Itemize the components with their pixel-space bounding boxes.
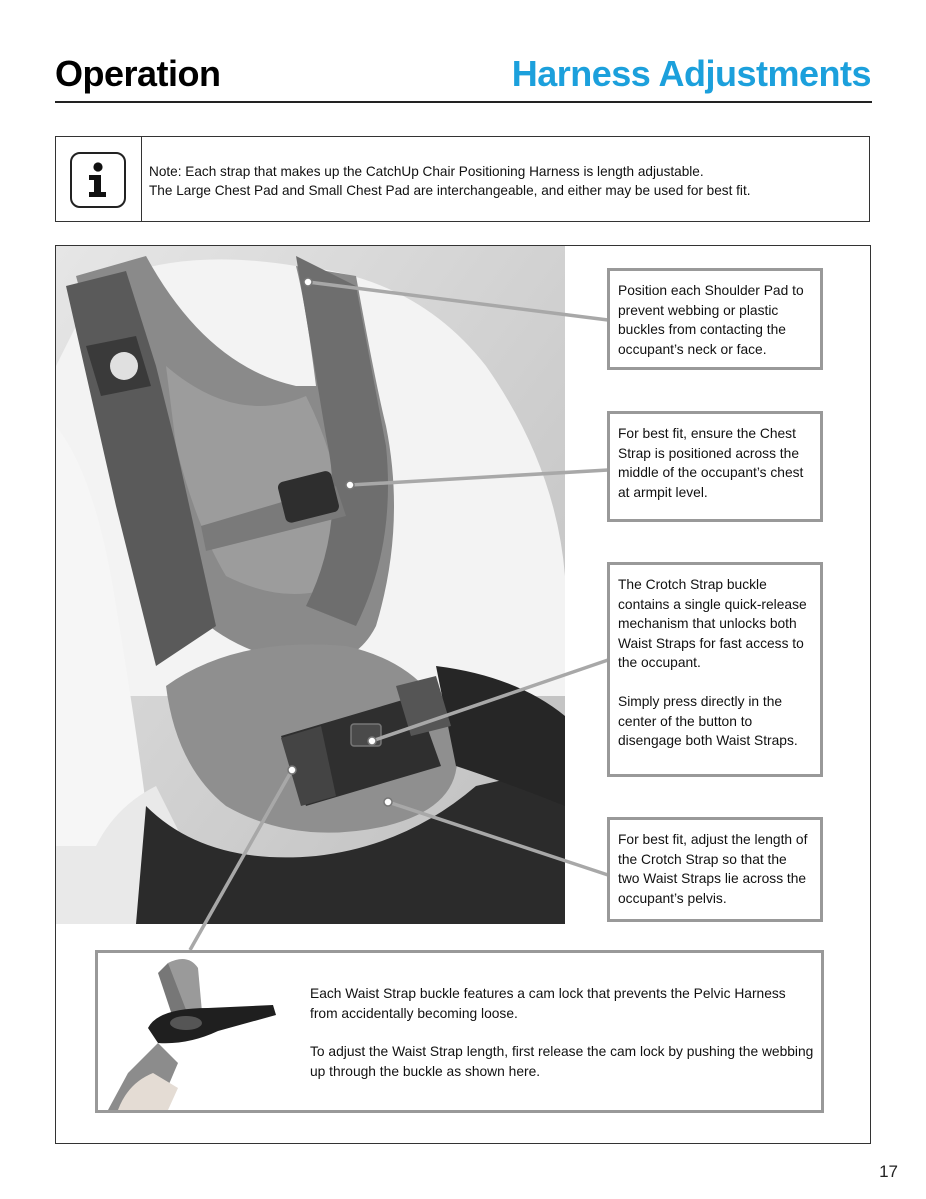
- callout-crotch-buckle-text-2: Simply press directly in the center of the button to disengage both Waist Straps.: [618, 693, 798, 749]
- callout-crotch-buckle-text-1: The Crotch Strap buckle contains a single quick-release mechanism that unlocks both Waist Straps for fast access to the occupant.: [618, 577, 807, 671]
- callout-shoulder-pad: [607, 268, 823, 370]
- waist-strap-text-1: Each Waist Strap buckle features a cam lock that prevents the Pelvic Harness from accidentally becoming loose.: [310, 986, 786, 1021]
- waist-strap-text-2: To adjust the Waist Strap length, first release the cam lock by pushing the webbing up through the buckle as shown here.: [310, 1044, 814, 1079]
- callout-crotch-length-text: For best fit, adjust the length of the Crotch Strap so that the two Waist Straps lie across the occupant’s pelvis.: [618, 832, 808, 906]
- note-line-1: Note: Each strap that makes up the CatchUp Chair Positioning Harness is length adjustable.: [149, 164, 704, 179]
- waist-strap-text: [310, 984, 815, 1081]
- note-line-2: The Large Chest Pad and Small Chest Pad are interchangeable, and either may be used for best fit.: [149, 182, 751, 198]
- page-title: Harness Adjustments: [511, 53, 871, 94]
- callout-crotch-length: [607, 817, 823, 922]
- harness-photo: [56, 246, 565, 924]
- note-text: [149, 163, 859, 200]
- page-number: 17: [879, 1162, 898, 1181]
- callout-chest-strap-text: For best fit, ensure the Chest Strap is positioned across the middle of the occupant’s chest at armpit level.: [618, 426, 804, 500]
- callout-shoulder-pad-text: Position each Shoulder Pad to prevent webbing or plastic buckles from contacting the occupant’s neck or face.: [618, 283, 804, 357]
- callout-waist-strap: [95, 950, 824, 1113]
- callout-crotch-buckle: [607, 562, 823, 777]
- info-icon: [70, 152, 126, 208]
- callout-chest-strap: [607, 411, 823, 522]
- cam-lock-buckle-photo: [98, 953, 298, 1110]
- note-icon-cell: [56, 137, 142, 221]
- section-heading: Operation: [55, 53, 221, 94]
- header-rule: [55, 101, 872, 103]
- note-box: [55, 136, 870, 222]
